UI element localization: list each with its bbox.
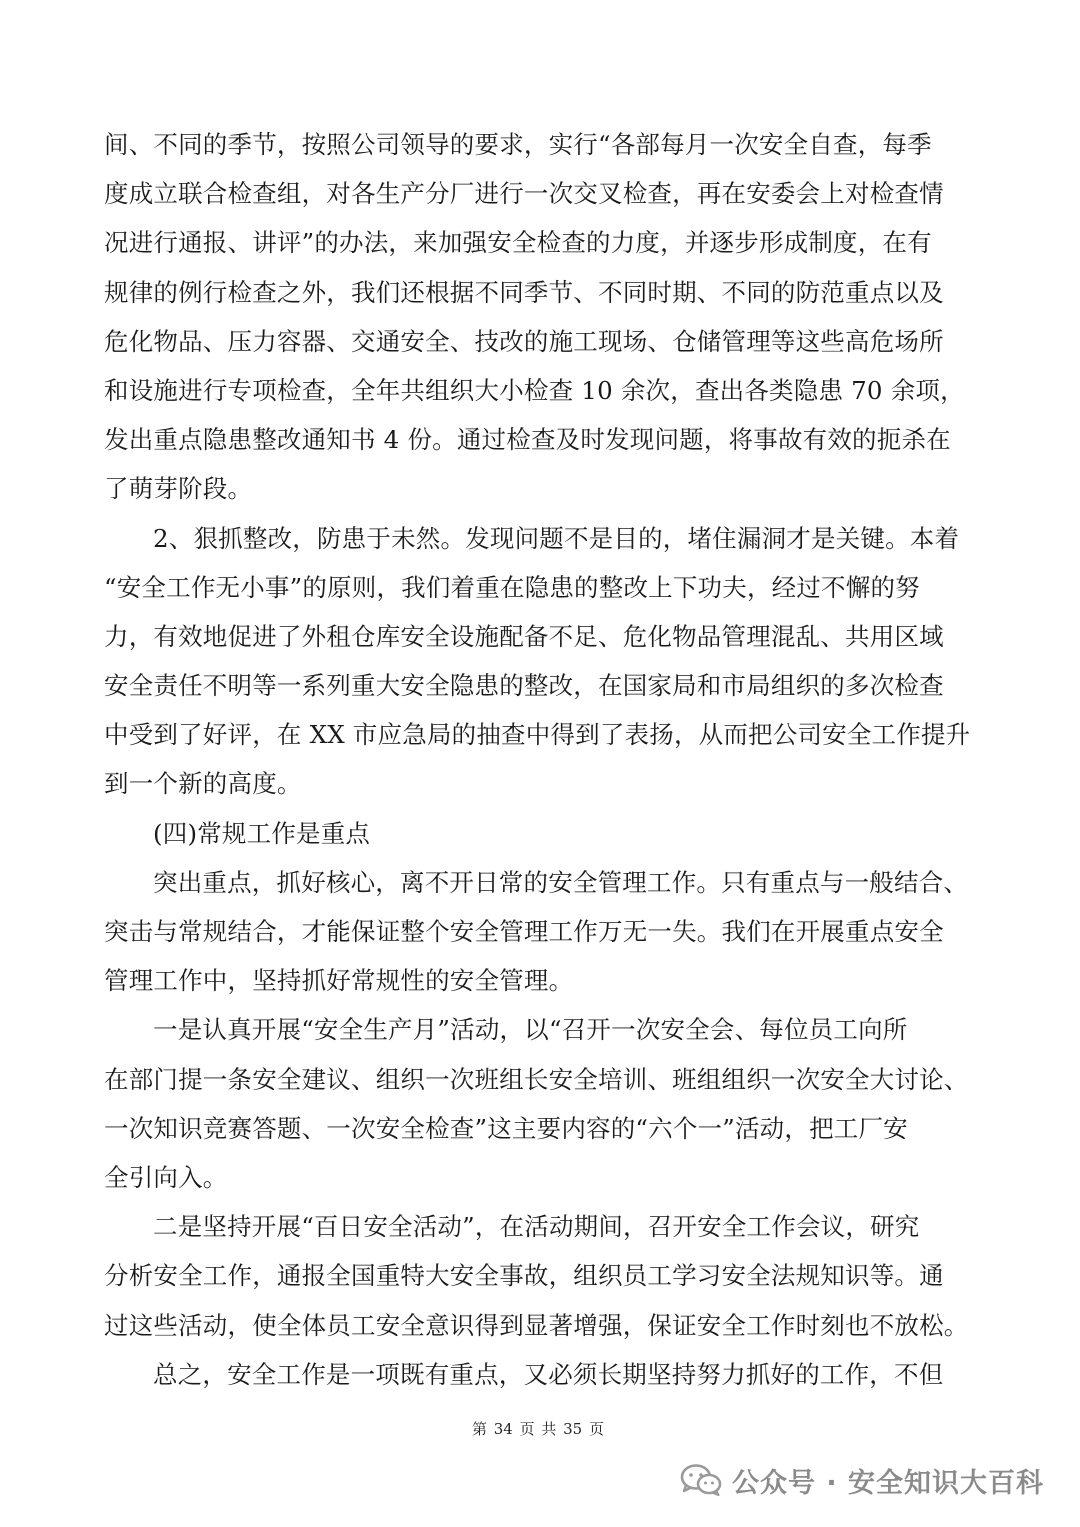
text-line: 突出重点，抓好核心，离不开日常的安全管理工作。只有重点与一般结合、 [153, 867, 969, 897]
text-line: 到一个新的高度。 [104, 769, 302, 799]
text-line: 规律的例行检查之外，我们还根据不同季节、不同时期、不同的防范重点以及 [104, 277, 944, 307]
text-line: 中受到了好评，在 XX 市应急局的抽查中得到了表扬，从而把公司安全工作提升 [104, 720, 971, 750]
text-line: 总之，安全工作是一项既有重点，又必须长期坚持努力抓好的工作，不但 [153, 1359, 944, 1389]
text-line: 在部门提一条安全建议、组织一次班组长安全培训、班组组织一次安全大讨论、 [104, 1064, 969, 1094]
watermark-text: 公众号 · 安全知识大百科 [732, 1467, 1045, 1499]
text-line: 过这些活动，使全体员工安全意识得到显著增强，保证安全工作时刻也不放松。 [104, 1310, 969, 1340]
wechat-icon [680, 1463, 722, 1497]
text-line: 2、狠抓整改，防患于未然。发现问题不是目的，堵住漏洞才是关键。本着 [153, 523, 960, 553]
text-line: (四)常规工作是重点 [153, 818, 371, 848]
body-text [104, 120, 976, 1399]
text-line: 分析安全工作，通报全国重特大安全事故，组织员工学习安全法规知识等。通 [104, 1261, 944, 1291]
text-line: 度成立联合检查组，对各生产分厂进行一次交叉检查，再在安委会上对检查情 [104, 179, 944, 209]
text-line: 二是坚持开展“百日安全活动”，在活动期间，召开安全工作会议，研究 [153, 1212, 920, 1242]
text-line: 力，有效地促进了外租仓库安全设施配备不足、危化物品管理混乱、共用区域 [104, 621, 944, 651]
text-line: 了萌芽阶段。 [104, 474, 253, 504]
text-line: 况进行通报、讲评”的办法，来加强安全检查的力度，并逐步形成制度，在有 [104, 228, 932, 258]
text-line: 危化物品、压力容器、交通安全、技改的施工现场、仓储管理等这些高危场所 [104, 326, 944, 356]
watermark [680, 1456, 1044, 1504]
text-line: 间、不同的季节，按照公司领导的要求，实行“各部每月一次安全自查，每季 [104, 130, 932, 159]
text-line: 全引向入。 [104, 1162, 228, 1192]
page-number: 第 34 页 共 35 页 [471, 1420, 604, 1438]
text-line: 安全责任不明等一系列重大安全隐患的整改，在国家局和市局组织的多次检查 [104, 671, 944, 701]
text-line: 突击与常规结合，才能保证整个安全管理工作万无一失。我们在开展重点安全 [104, 917, 944, 946]
text-line: 一是认真开展“安全生产月”活动，以“召开一次安全会、每位员工向所 [153, 1015, 908, 1045]
text-line: 和设施进行专项检查，全年共组织大小检查 10 余次，查出各类隐患 70 余项， [104, 375, 965, 405]
text-line: “安全工作无小事”的原则，我们着重在隐患的整改上下功夫，经过不懈的努 [104, 572, 920, 602]
text-line: 管理工作中，坚持抓好常规性的安全管理。 [104, 966, 574, 996]
text-line: 一次知识竞赛答题、一次安全检查”这主要内容的“六个一”活动，把工厂安 [104, 1113, 908, 1143]
text-line: 发出重点隐患整改通知书 4 份。通过检查及时发现问题，将事故有效的扼杀在 [104, 425, 951, 455]
page-footer [0, 1418, 1080, 1448]
